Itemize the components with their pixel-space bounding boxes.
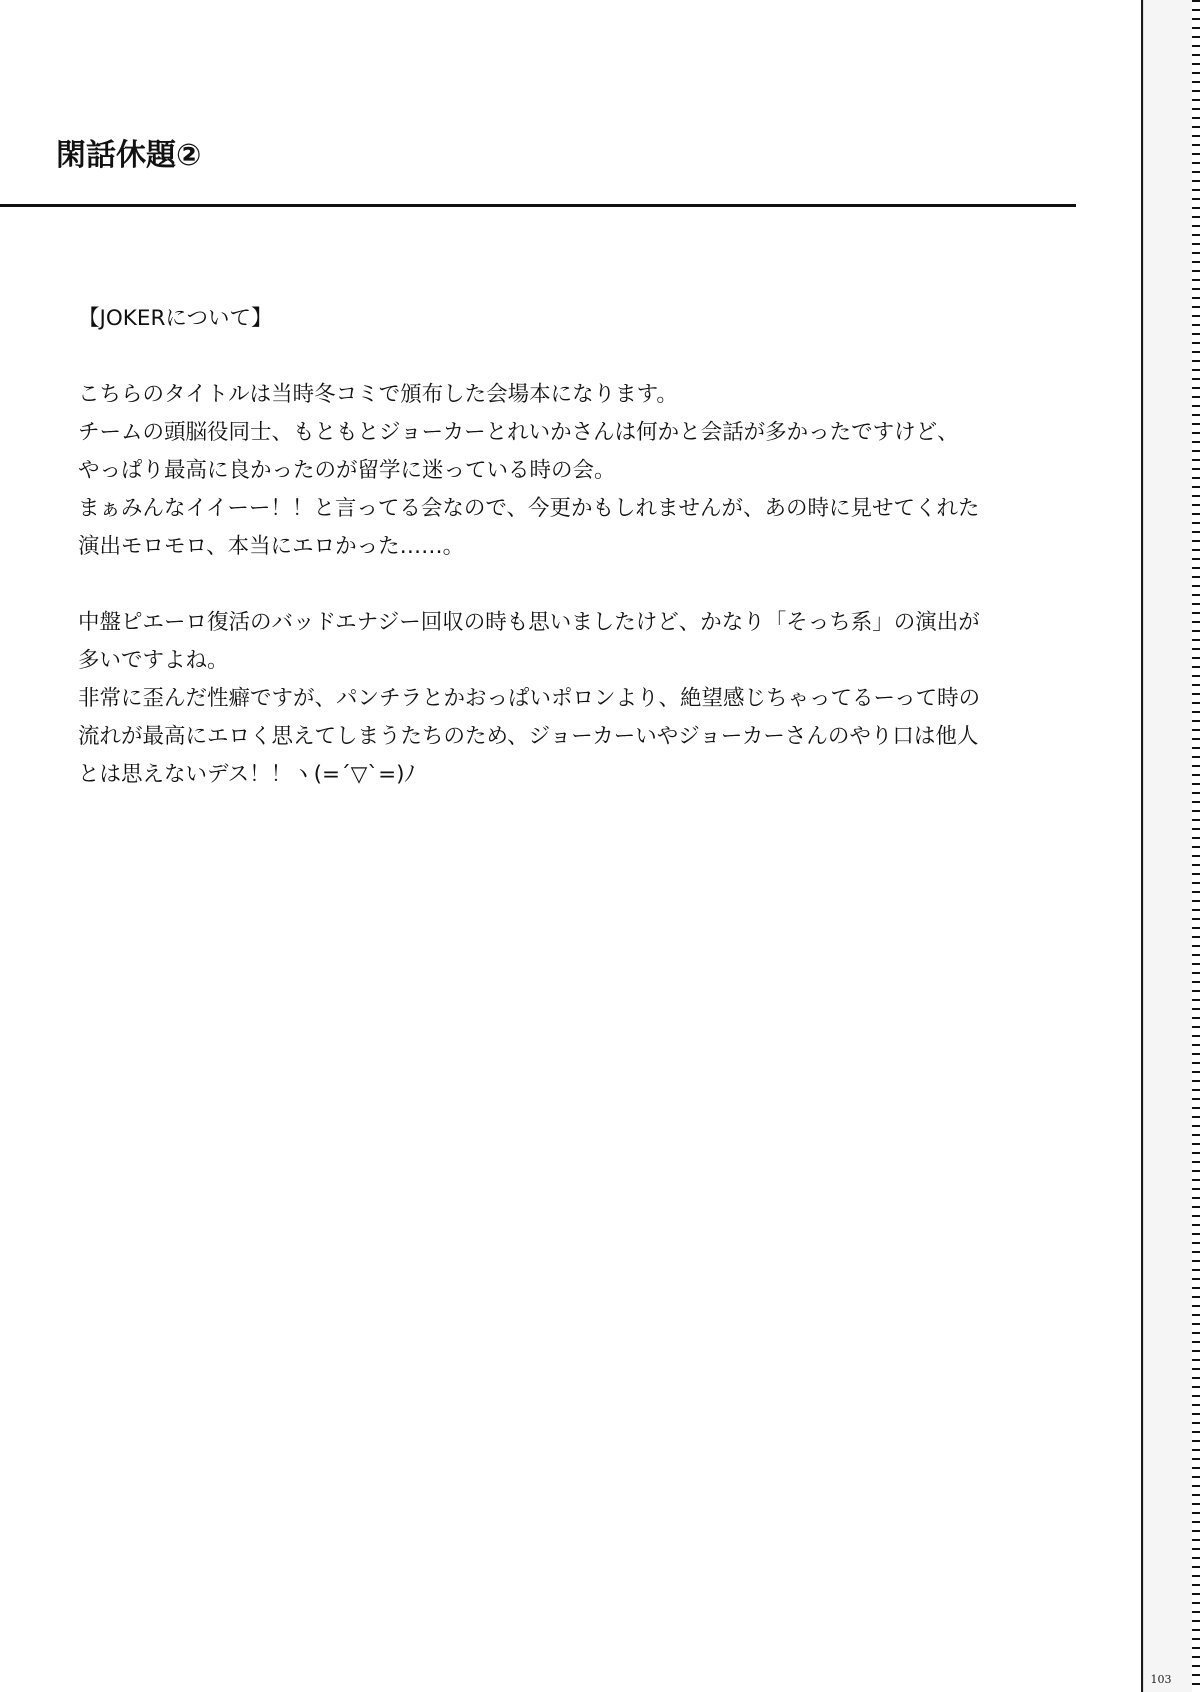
article-body <box>78 300 1078 794</box>
torn-edge <box>1192 0 1200 1692</box>
paragraph-gap <box>78 338 1078 376</box>
text-line: 多いですよね。 <box>78 648 229 673</box>
text-line: 非常に歪んだ性癖ですが、パンチラとかおっぱいポロンより、絶望感じちゃってるーって時の <box>78 686 981 711</box>
title-divider <box>0 204 1076 207</box>
text-line: 中盤ピエーロ復活のバッドエナジー回収の時も思いましたけど、かなり「そっち系」の演出が <box>78 610 980 635</box>
page-title: 閑話休題② <box>56 138 202 173</box>
text-line: チームの頭脳役同士、もともとジョーカーとれいかさんは何かと会話が多かったですけど、 <box>78 420 959 445</box>
text-line: 流れが最高にエロく思えてしまうたちのため、ジョーカーいやジョーカーさんのやり口は他人 <box>78 724 979 749</box>
text-line: やっぱり最高に良かったのが留学に迷っている時の会。 <box>78 458 616 483</box>
text-line: とは思えないデス！！ヽ(=´▽`=)ﾉ <box>78 762 416 787</box>
page-number: 103 <box>1150 1673 1172 1686</box>
text-line: 演出モロモロ、本当にエロかった……。 <box>78 534 465 559</box>
text-line: こちらのタイトルは当時冬コミで頒布した会場本になります。 <box>78 382 678 407</box>
paragraph-gap <box>78 566 1078 604</box>
section-heading: 【JOKERについて】 <box>78 306 273 331</box>
text-line: まぁみんなイイーー！！と言ってる会なので、今更かもしれませんが、あの時に見せてくれた <box>78 496 980 521</box>
